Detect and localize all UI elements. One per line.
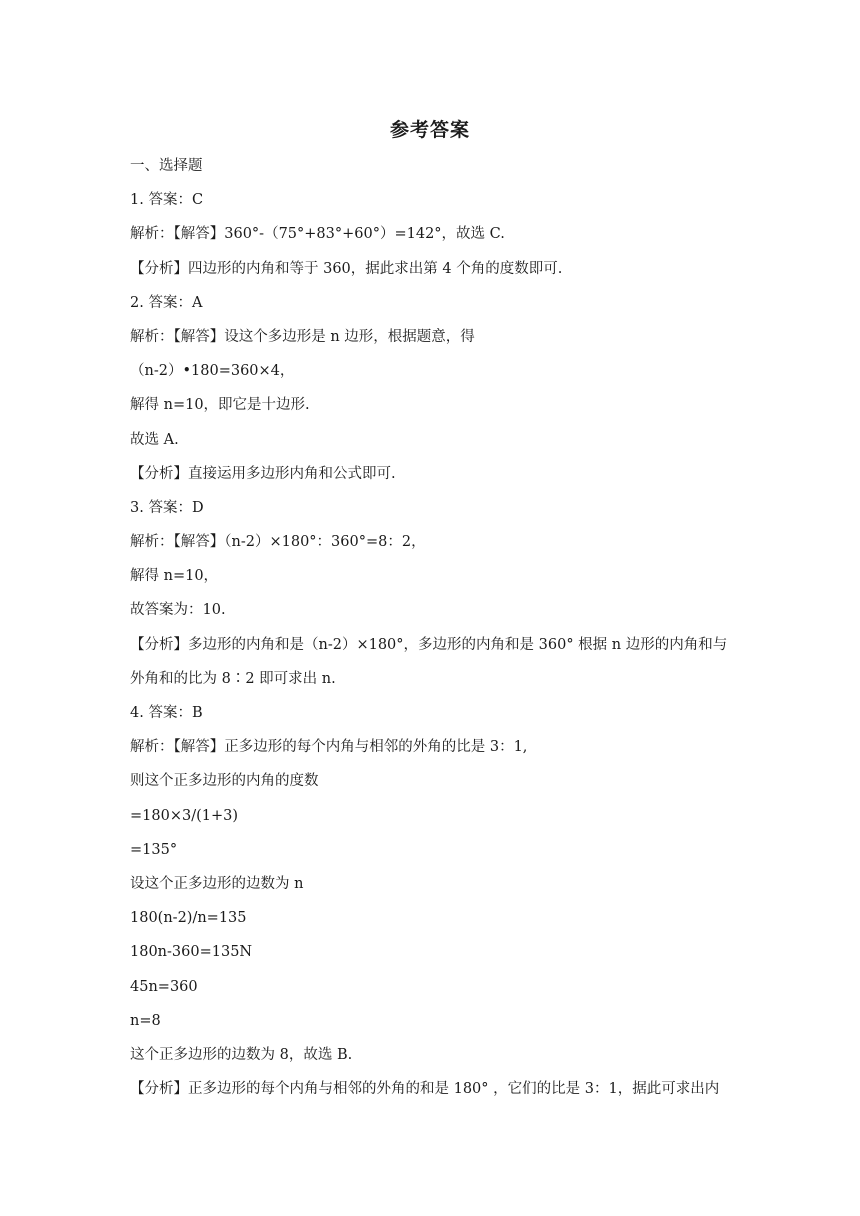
solution-line: n=8 — [130, 1012, 161, 1029]
solution-line: 解得 n=10， — [130, 568, 219, 585]
page-title: 参考答案 — [389, 119, 470, 141]
solution-line: 45n=360 — [130, 978, 198, 995]
solution-line: 180(n-2)/n=135 — [130, 910, 247, 927]
answer-content — [130, 154, 735, 1111]
solution-line: 则这个正多边形的内角的度数 — [130, 773, 319, 790]
section-heading: 一、选择题 — [130, 158, 203, 174]
solution-line: 解析：【解答】设这个多边形是 n 边形，根据题意，得 — [130, 328, 475, 345]
analysis-line: 【分析】正多边形的每个内角与相邻的外角的和是 180° ，它们的比是 3：1，据此可求出内 — [130, 1081, 720, 1098]
solution-line: =135° — [130, 841, 178, 858]
solution-line: 故选 A. — [130, 431, 179, 448]
answer-line: 3. 答案：D — [130, 499, 204, 516]
answer-line: 4. 答案：B — [130, 705, 203, 721]
solution-line: 这个正多边形的边数为 8，故选 B. — [130, 1046, 353, 1063]
analysis-line: 外角和的比为 8∶2 即可求出 n. — [130, 670, 336, 687]
solution-line: 故答案为：10. — [130, 602, 226, 619]
analysis-line: 【分析】多边形的内角和是（n-2）×180°，多边形的内角和是 360° 根据 n 边形的内角和与 — [130, 636, 728, 653]
analysis-line: 【分析】直接运用多边形内角和公式即可. — [130, 465, 396, 482]
answer-line: 2. 答案：A — [130, 294, 203, 311]
solution-line: （n-2）•180=360×4， — [130, 363, 295, 380]
answer-line: 1. 答案：C — [130, 192, 204, 209]
solution-line: 180n-360=135N — [130, 944, 253, 961]
solution-line: 设这个正多边形的边数为 n — [130, 875, 304, 892]
analysis-line: 【分析】四边形的内角和等于 360，据此求出第 4 个角的度数即可. — [130, 260, 563, 277]
solution-line: 解析：【解答】（n-2）×180°：360°=8：2， — [130, 534, 426, 551]
solution-line: 解析：【解答】正多边形的每个内角与相邻的外角的比是 3：1, — [130, 739, 528, 756]
solution-line: 解析：【解答】360°-（75°+83°+60°）=142°，故选 C. — [130, 226, 505, 243]
solution-line: 解得 n=10，即它是十边形. — [130, 397, 310, 414]
solution-line: =180×3/(1+3) — [130, 807, 238, 824]
